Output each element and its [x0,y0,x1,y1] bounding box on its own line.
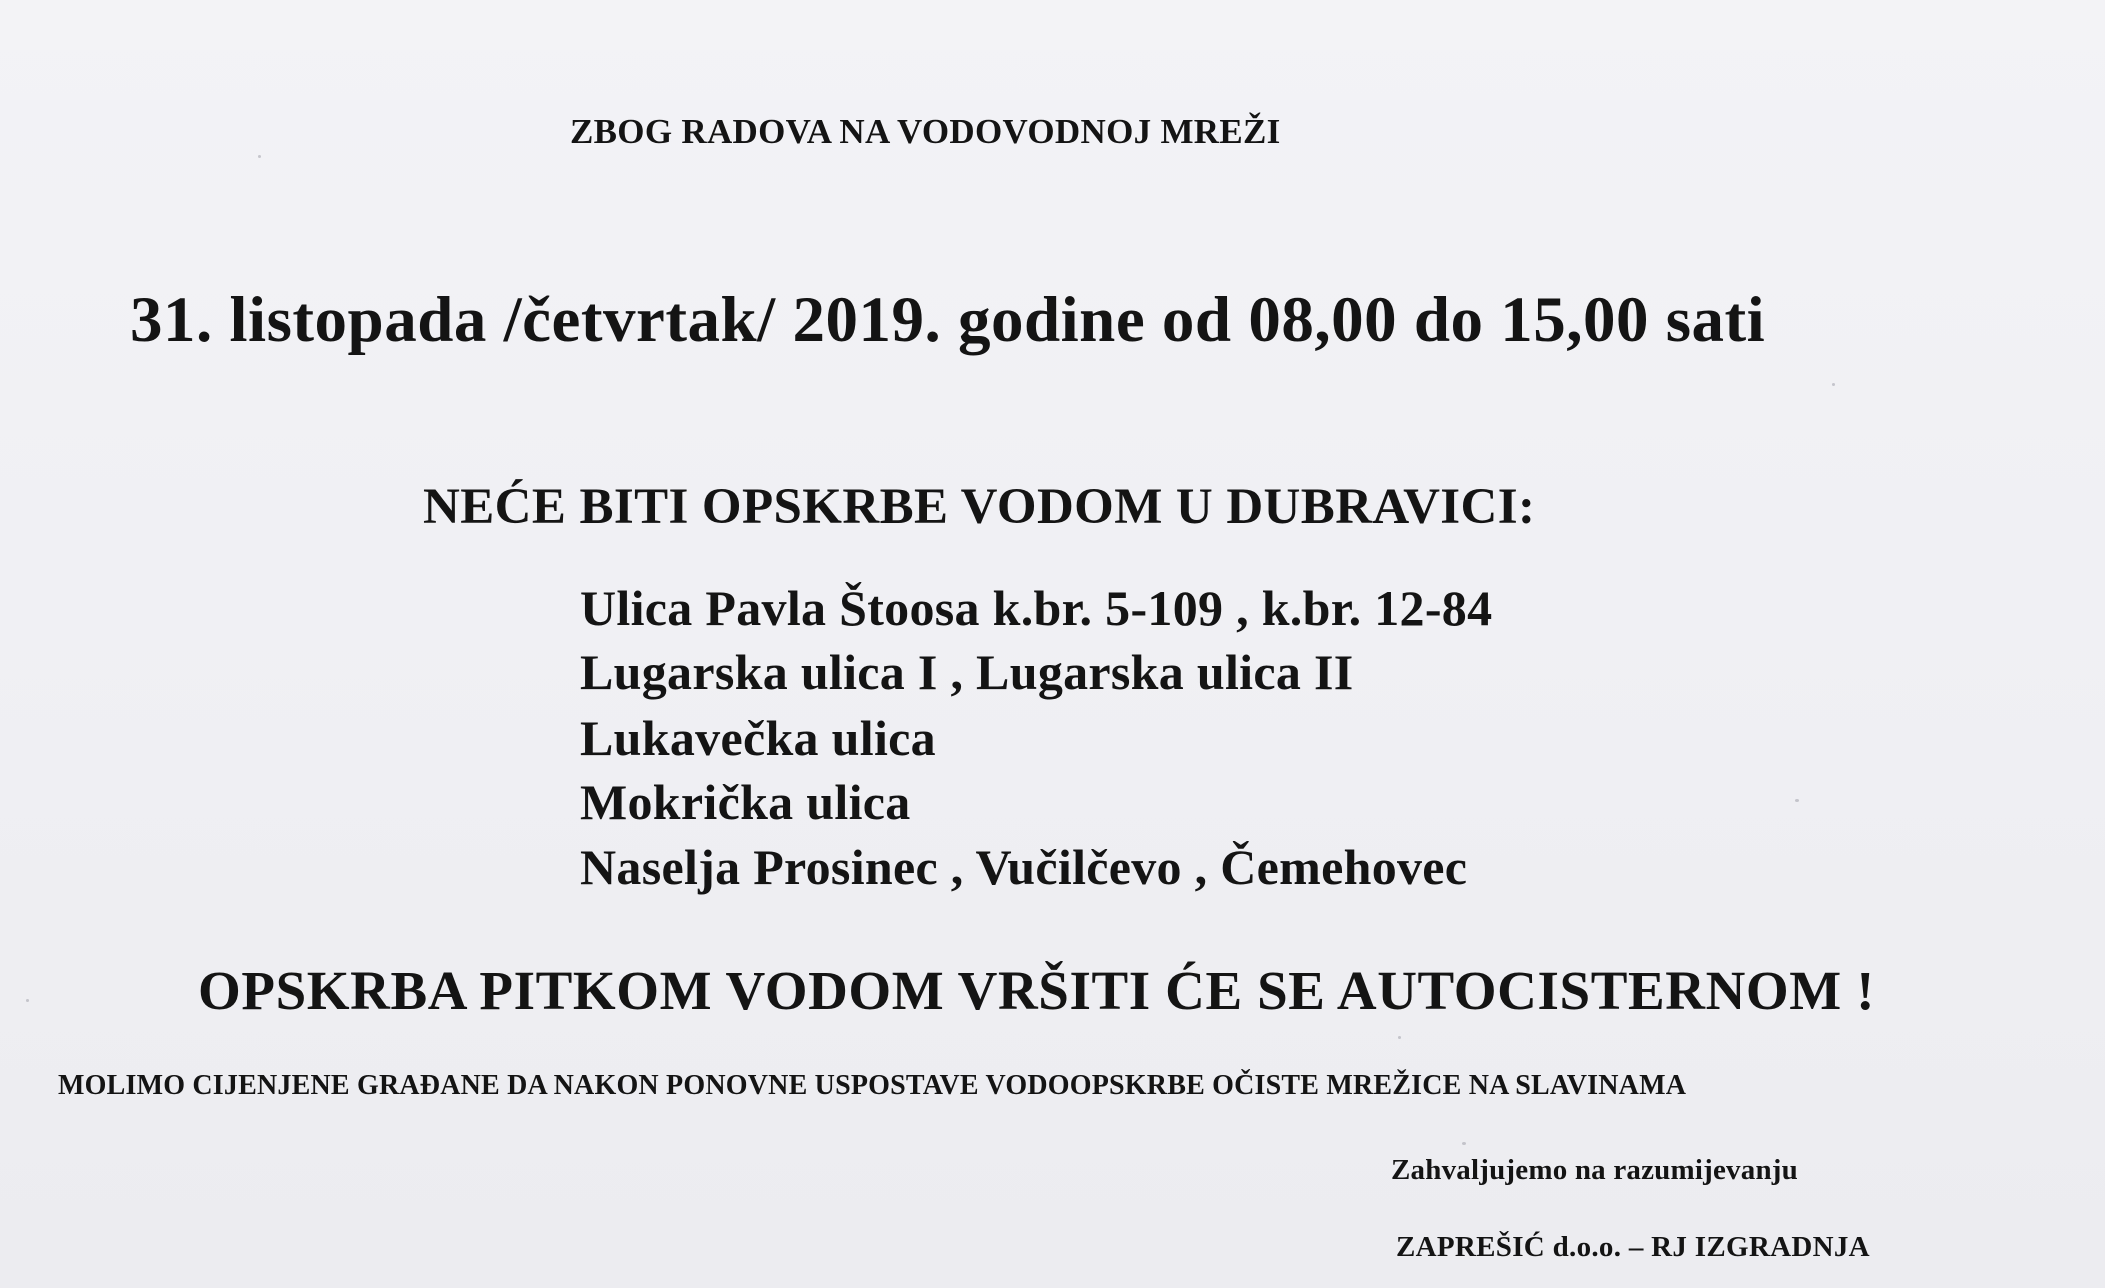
paper-speck [1832,383,1835,386]
street-item: Naselja Prosinec , Vučilčevo , Čemehovec [580,839,1468,895]
paper-speck [26,999,29,1002]
paper-speck [258,155,261,158]
paper-speck [1462,1142,1466,1145]
water-supply-note: OPSKRBA PITKOM VODOM VRŠITI ĆE SE AUTOCISTERNOM ! [198,960,1876,1021]
thanks-line: Zahvaljujemo na razumijevanju [1391,1154,1798,1186]
paper-speck [1795,799,1799,802]
street-item: Mokrička ulica [580,774,911,830]
citizen-request: MOLIMO CIJENJENE GRAĐANE DA NAKON PONOVNE USPOSTAVE VODOOPSKRBE OČISTE MREŽICE NA SLAVINAMA [58,1070,1687,1101]
street-item: Ulica Pavla Štoosa k.br. 5-109 , k.br. 12-84 [580,580,1493,636]
affected-area-heading: NEĆE BITI OPSKRBE VODOM U DUBRAVICI: [423,479,1536,535]
notice-header: ZBOG RADOVA NA VODOVODNOJ MREŽI [570,112,1281,151]
paper-speck [1398,1036,1401,1039]
outage-date-line: 31. listopada /četvrtak/ 2019. godine od 08,00 do 15,00 sati [130,284,1766,356]
street-item: Lukavečka ulica [580,710,936,766]
street-item: Lugarska ulica I , Lugarska ulica II [580,644,1354,700]
company-signature: ZAPREŠIĆ d.o.o. – RJ IZGRADNJA [1396,1231,1870,1263]
